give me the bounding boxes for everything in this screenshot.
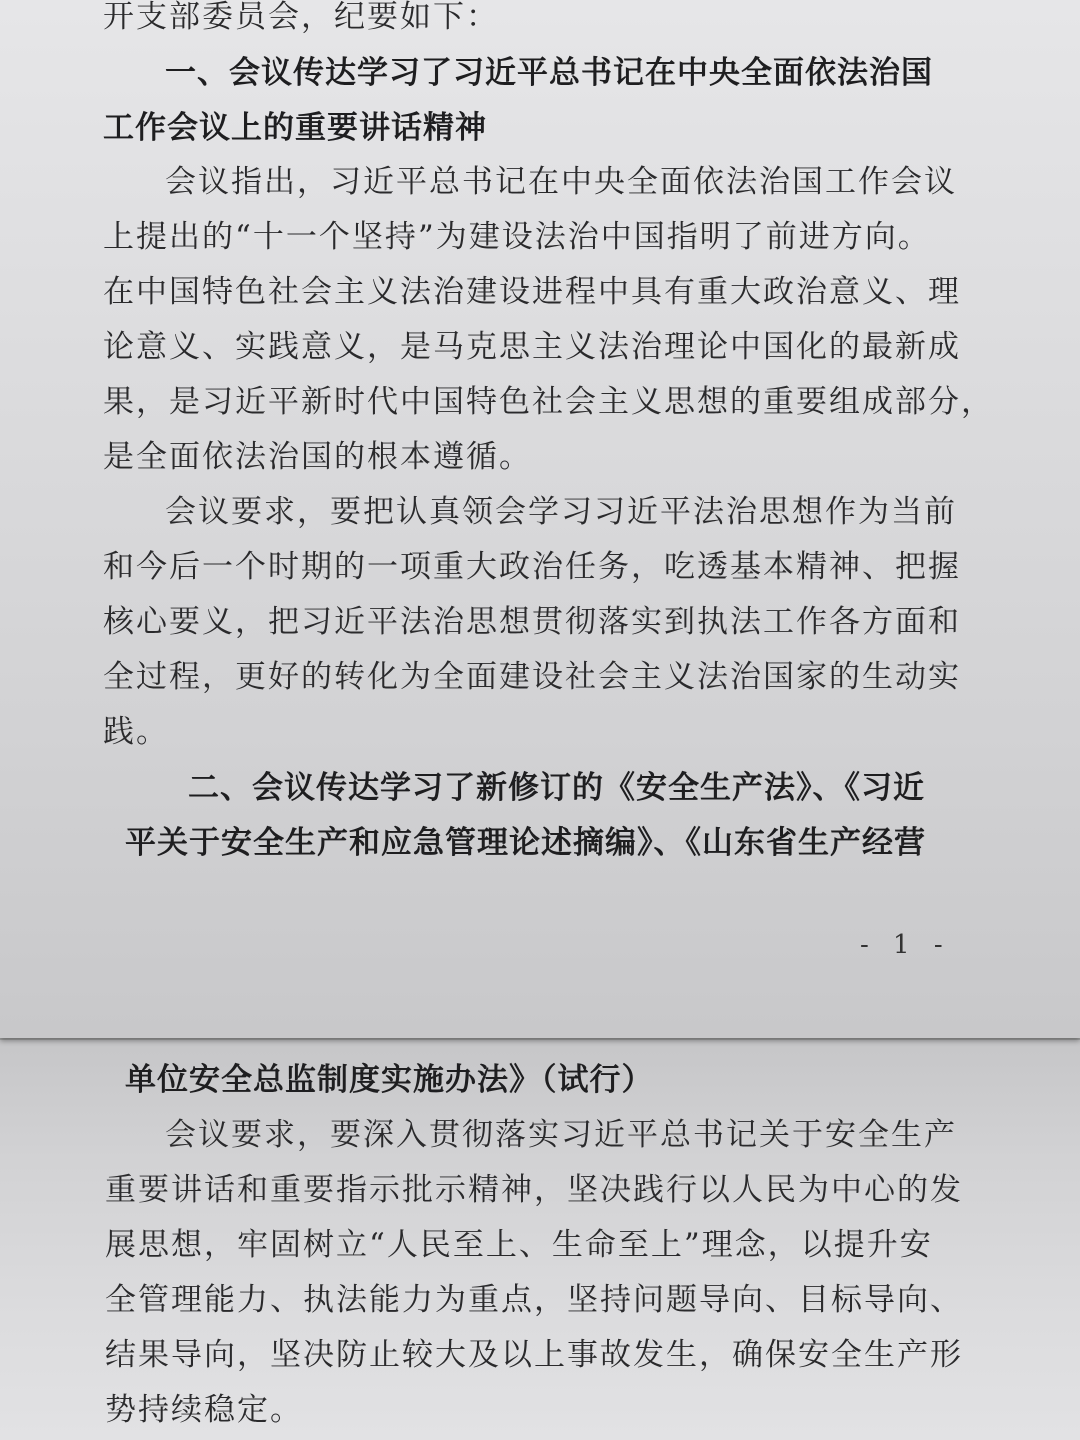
- text-line: 践。: [103, 714, 169, 750]
- text-line: 会议要求，要把认真领会学习习近平法治思想作为当前: [165, 494, 957, 530]
- section-heading-2-cont: 平关于安全生产和应急管理论述摘编》、《山东省生产经营: [125, 825, 926, 861]
- text-line: 全管理能力、执法能力为重点，坚持问题导向、目标导向、: [105, 1282, 963, 1318]
- text-line: 会议要求，要深入贯彻落实习近平总书记关于安全生产: [165, 1117, 957, 1153]
- text-line: 果，是习近平新时代中国特色社会主义思想的重要组成部分，: [103, 384, 994, 420]
- text-line: 展思想，牢固树立“人民至上、生命至上”理念，以提升安: [105, 1227, 933, 1263]
- section-heading-1-cont: 工作会议上的重要讲话精神: [103, 110, 487, 146]
- text-line: 是全面依法治国的根本遵循。: [103, 439, 532, 475]
- document-page-2: [0, 1040, 1080, 1440]
- page-number: - 1 -: [860, 930, 951, 960]
- text-line: 势持续稳定。: [105, 1392, 303, 1428]
- section-heading-1: 一、会议传达学习了习近平总书记在中央全面依法治国: [165, 55, 933, 91]
- text-line: 核心要义，把习近平法治思想贯彻落实到执法工作各方面和: [103, 604, 961, 640]
- text-line: 论意义、实践意义，是马克思主义法治理论中国化的最新成: [103, 329, 961, 365]
- text-line: 和今后一个时期的一项重大政治任务，吃透基本精神、把握: [103, 549, 961, 585]
- section-heading-2: 二、会议传达学习了新修订的《安全生产法》、《习近: [188, 770, 925, 806]
- section-heading-2-end: 单位安全总监制度实施办法》（试行）: [125, 1062, 654, 1098]
- text-line: 结果导向，坚决防止较大及以上事故发生，确保安全生产形: [105, 1337, 963, 1373]
- text-line: 会议指出，习近平总书记在中央全面依法治国工作会议: [165, 164, 957, 200]
- text-line: 在中国特色社会主义法治建设进程中具有重大政治意义、理: [103, 274, 961, 310]
- text-line: 开支部委员会，纪要如下：: [103, 0, 499, 35]
- text-line: 全过程，更好的转化为全面建设社会主义法治国家的生动实: [103, 659, 961, 695]
- text-line: 重要讲话和重要指示批示精神，坚决践行以人民为中心的发: [105, 1172, 963, 1208]
- text-line: 上提出的“十一个坚持”为建设法治中国指明了前进方向。: [103, 219, 931, 255]
